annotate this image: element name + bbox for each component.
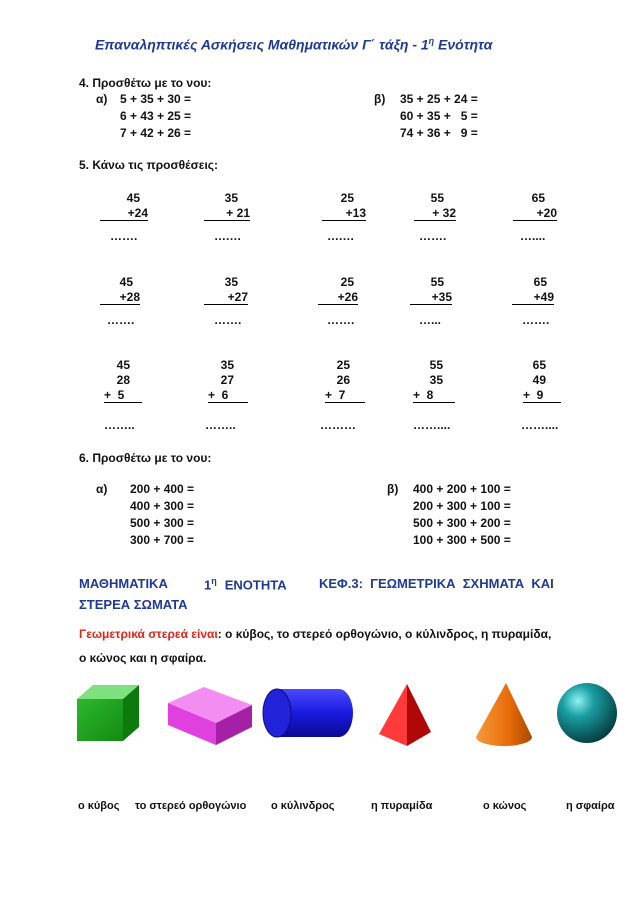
ex6-b-item: 200 + 300 + 100 = — [413, 499, 511, 513]
section-unit — [204, 576, 287, 592]
addend-bottom: +27 — [204, 290, 248, 305]
addend-bottom: +49 — [512, 290, 554, 305]
shape-label-sphere: η σφαίρα — [566, 800, 615, 812]
addend-bottom: +28 — [100, 290, 140, 305]
addend-3: + 9 — [523, 388, 561, 403]
addend-top: 25 — [340, 275, 354, 289]
addend-bottom: +26 — [318, 290, 358, 305]
answer-dots: ……. — [419, 229, 447, 243]
section-unit-sup: η — [211, 576, 217, 586]
section-unit-word: ΕΝΟΤΗΤΑ — [224, 577, 287, 593]
shape-label-pyramid: η πυραμίδα — [371, 800, 433, 812]
addend-1: 35 — [220, 358, 234, 372]
ex4-heading: 4. Προσθέτω με το νου: — [79, 76, 212, 90]
addend-top: 25 — [340, 191, 354, 205]
addend-1: 45 — [116, 358, 130, 372]
shape-label-cone: ο κώνος — [483, 800, 527, 812]
addend-1: 65 — [532, 358, 546, 372]
ex4-a-item: 6 + 43 + 25 = — [120, 109, 192, 123]
ex6-b-label: β) — [387, 482, 399, 496]
page-title — [95, 36, 492, 53]
ex6-b-item: 400 + 200 + 100 = — [413, 482, 511, 496]
ex4-b-item: 60 + 35 + 5 = — [400, 109, 478, 123]
ex4-a-item: 5 + 35 + 30 = — [120, 92, 192, 106]
ex4-a-label: α) — [96, 92, 108, 106]
intro-highlight: Γεωμετρικά στερεά είναι — [79, 627, 218, 641]
rectangular-prism-icon — [164, 683, 254, 747]
intro-line-2: ο κώνος και η σφαίρα. — [79, 651, 207, 665]
addend-3: + 5 — [104, 388, 142, 403]
addend-bottom: +20 — [513, 206, 557, 221]
section-subject: ΜΑΘΗΜΑΤΙΚΑ — [79, 576, 168, 591]
addend-top: 45 — [126, 191, 140, 205]
addend-top: 35 — [224, 191, 238, 205]
intro-rest: : ο κύβος, το στερεό ορθογώνιο, ο κύλινδρος, η πυραμίδα, — [217, 627, 552, 641]
ex6-a-item: 500 + 300 = — [130, 516, 195, 530]
section-chapter: ΚΕΦ.3: ΓΕΩΜΕΤΡΙΚΑ ΣΧΗΜΑΤΑ ΚΑΙ — [319, 576, 554, 591]
addend-bottom: + 21 — [204, 206, 250, 221]
section-unit-num: 1 — [204, 577, 212, 593]
answer-dots: ……… — [320, 418, 356, 432]
ex4-b-item: 74 + 36 + 9 = — [400, 126, 478, 140]
addend-bottom: +13 — [322, 206, 366, 221]
answer-dots: …….. — [205, 418, 236, 432]
addend-2: 26 — [336, 373, 350, 387]
ex6-a-item: 400 + 300 = — [130, 499, 195, 513]
answer-dots: ….... — [520, 229, 546, 243]
shape-label-prism: το στερεό ορθογώνιο — [135, 800, 247, 812]
addend-bottom: + 32 — [414, 206, 456, 221]
addend-top: 65 — [531, 191, 545, 205]
addend-2: 35 — [429, 373, 443, 387]
section-chapter-line2: ΣΤΕΡΕΑ ΣΩΜΑΤΑ — [79, 597, 188, 612]
ex4-b-item: 35 + 25 + 24 = — [400, 92, 478, 106]
addend-top: 65 — [533, 275, 547, 289]
page-title-sup: η — [428, 36, 435, 46]
answer-dots: ……. — [522, 313, 550, 327]
answer-dots: ……. — [107, 313, 135, 327]
addend-2: 27 — [220, 373, 234, 387]
addend-top: 35 — [224, 275, 238, 289]
answer-dots: ….… — [327, 229, 355, 243]
addend-1: 25 — [336, 358, 350, 372]
addend-3: + 8 — [413, 388, 455, 403]
pyramid-icon — [377, 682, 433, 748]
answer-dots: …….. — [104, 418, 135, 432]
addend-2: 28 — [116, 373, 130, 387]
addend-1: 55 — [429, 358, 443, 372]
ex4-a-item: 7 + 42 + 26 = — [120, 126, 192, 140]
page-title-end: Ενότητα — [434, 36, 493, 53]
ex6-heading: 6. Προσθέτω με το νου: — [79, 451, 212, 465]
shape-label-cube: ο κύβος — [78, 800, 120, 812]
addend-top: 55 — [430, 191, 444, 205]
answer-dots: …….... — [413, 418, 451, 432]
answer-dots: …... — [419, 313, 442, 327]
ex6-b-item: 500 + 300 + 200 = — [413, 516, 511, 530]
cylinder-icon — [261, 685, 355, 741]
addend-top: 45 — [119, 275, 133, 289]
ex4-b-label: β) — [374, 92, 386, 106]
addend-3: + 7 — [325, 388, 365, 403]
ex5-heading: 5. Κάνω τις προσθέσεις: — [79, 158, 219, 172]
shape-label-cylinder: ο κύλινδρος — [271, 800, 335, 812]
answer-dots: ……. — [110, 229, 138, 243]
page-title-main: Επαναληπτικές Ασκήσεις Μαθηματικών Γ΄ τάξη - 1 — [95, 36, 429, 53]
addend-bottom: +24 — [100, 206, 148, 221]
answer-dots: ……. — [214, 313, 242, 327]
ex6-a-item: 300 + 700 = — [130, 533, 195, 547]
answer-dots: ….… — [214, 229, 242, 243]
ex6-a-item: 200 + 400 = — [130, 482, 195, 496]
sphere-icon — [555, 681, 619, 745]
ex6-a-label: α) — [96, 482, 108, 496]
addend-2: 49 — [532, 373, 546, 387]
ex6-b-item: 100 + 300 + 500 = — [413, 533, 511, 547]
cone-icon — [472, 681, 534, 749]
answer-dots: ……. — [327, 313, 355, 327]
cube-icon — [75, 683, 141, 743]
answer-dots: …….... — [521, 418, 559, 432]
addend-top: 55 — [430, 275, 444, 289]
intro-line — [79, 627, 551, 641]
addend-bottom: +35 — [410, 290, 452, 305]
addend-3: + 6 — [208, 388, 248, 403]
